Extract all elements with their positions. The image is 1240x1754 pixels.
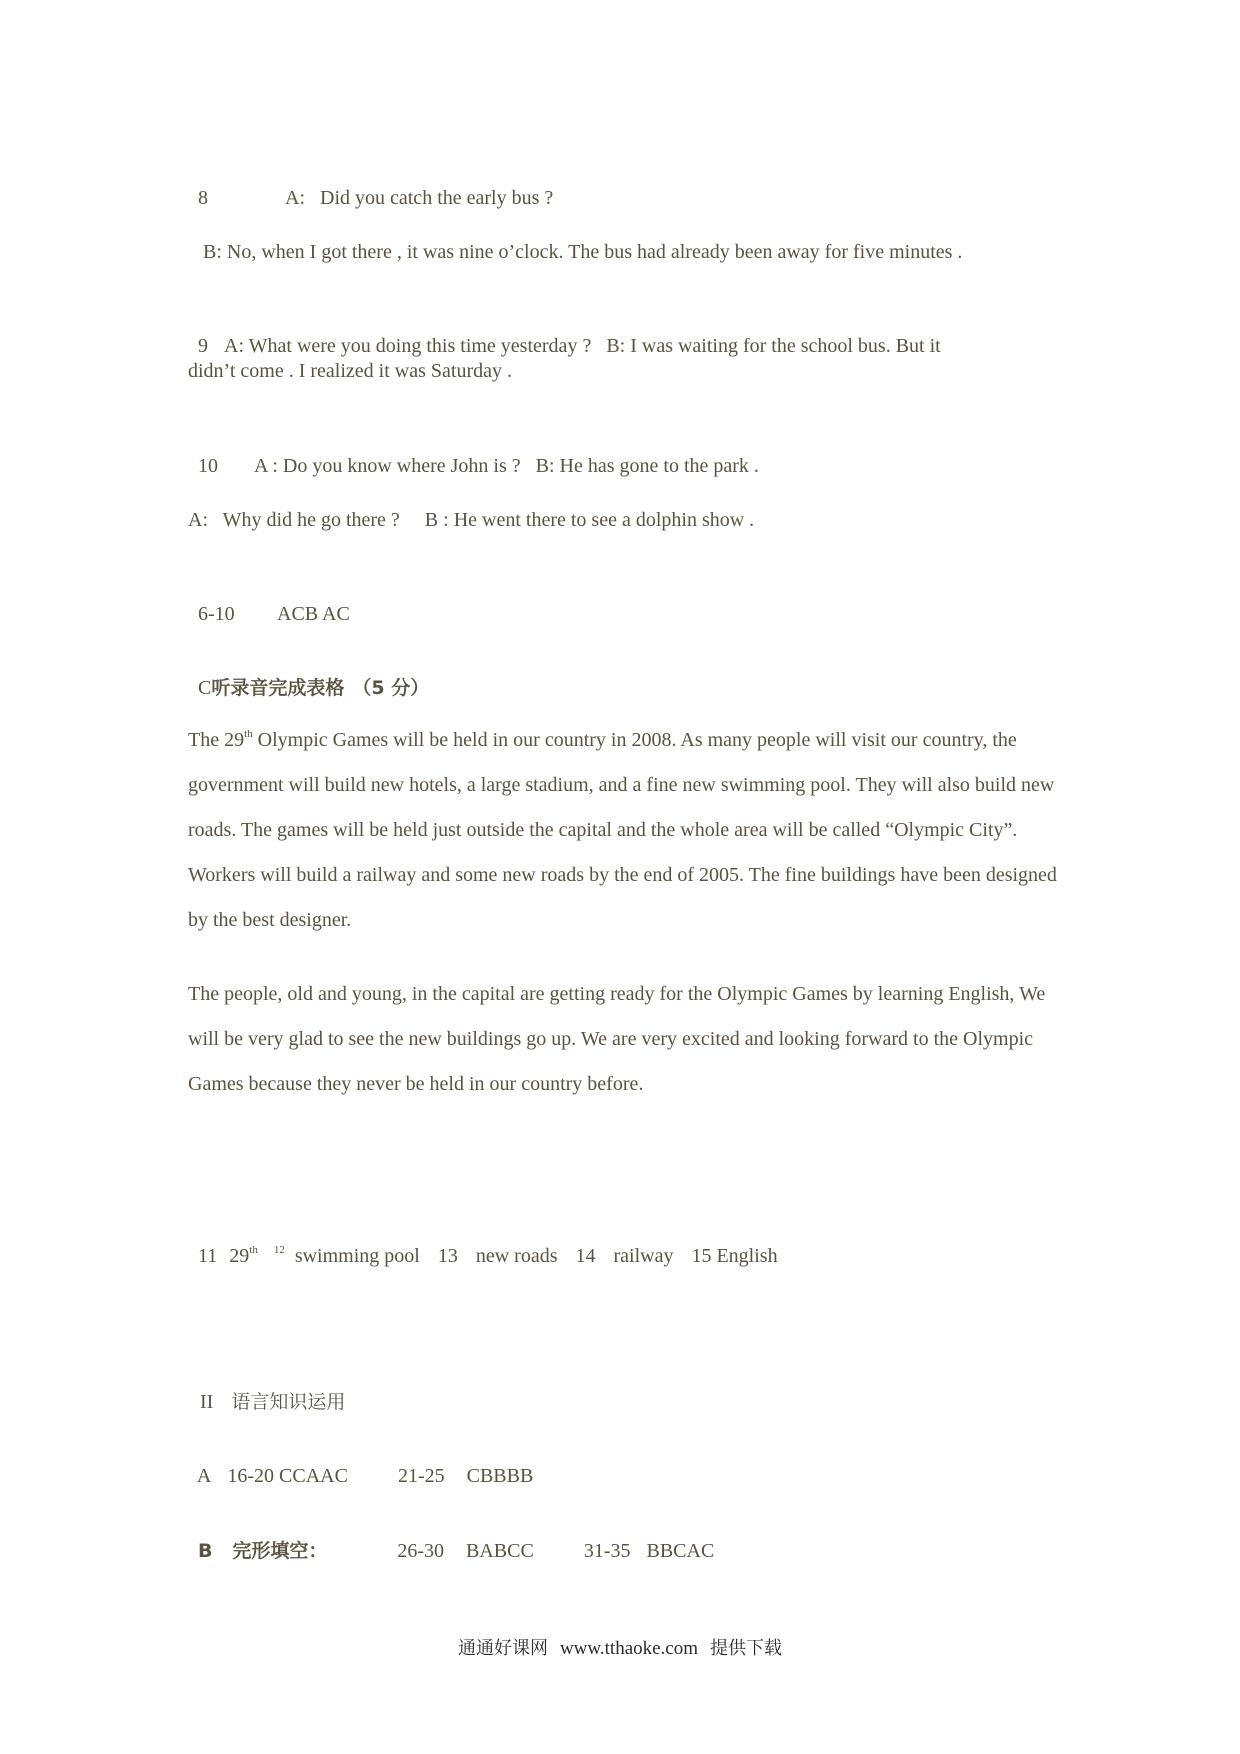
section-b-group-1-range: 26-30 [397, 1540, 444, 1562]
para2-text: The people, old and young, in the capital are getting ready for the Olympic Games by learning English, We will be very glad to see the new buildings go up. We are very excited and looking forward to the Olympic Games because they never be held in our country before. [188, 983, 1046, 1095]
section-ii-numeral: II [200, 1391, 214, 1413]
section-a-answers [188, 1446, 533, 1486]
answers-6-10-range: 6-10 [198, 603, 235, 625]
answer-11-superscript: th [249, 1244, 258, 1256]
section-c-paragraph-2 [188, 972, 1068, 1107]
answer-12-number: 12 [273, 1244, 285, 1256]
answer-11: 29 [229, 1245, 250, 1267]
footer-url[interactable]: www.tthaoke.com [559, 1638, 699, 1659]
section-b-label: B 完形填空： [198, 1540, 328, 1562]
answers-6-10 [188, 584, 350, 625]
q8-line [188, 168, 554, 209]
q8-answer: B: No, when I got there , it was nine o’clock. The bus had already been away for five minutes . [203, 241, 963, 263]
para1-rest: Olympic Games will be held in our country in 2008. As many people will visit our country, the government will build new hotels, a large stadium, and a fine new swimming pool. They will also build new roads. The games will be held just outside the capital and the whole area will be called “Olympic City”. Workers will build a railway and some new roads by the end of 2005. The fine buildings have been designed by the best designer. [188, 729, 1057, 931]
section-b-answers [188, 1521, 714, 1561]
section-c-answers [188, 1226, 778, 1266]
answer-13-number: 13 [437, 1245, 458, 1267]
q9-number: 9 [198, 335, 208, 357]
section-b-group-2-answers: BBCAC [646, 1540, 715, 1562]
q9-line-2: didn’t come . I realized it was Saturday . [188, 360, 512, 382]
q10-number: 10 [198, 455, 218, 477]
section-c-title: 听录音完成表格 [211, 677, 345, 699]
q9-text: A: What were you doing this time yesterday ? B: I was waiting for the school bus. But it [224, 335, 941, 357]
q8-question: A: Did you catch the early bus ? [285, 187, 554, 209]
page-footer [0, 1634, 1240, 1660]
footer-suffix: 提供下载 [710, 1638, 783, 1659]
q10-line [188, 436, 759, 477]
section-ii-title: 语言知识运用 [231, 1391, 346, 1413]
section-b-group-2-range: 31-35 [583, 1540, 631, 1562]
para1-superscript: th [244, 728, 253, 740]
para1-start: The 29 [188, 729, 245, 751]
section-c-points: （5 分） [352, 677, 430, 699]
answer-14: railway [613, 1245, 674, 1267]
section-c-heading [188, 658, 429, 698]
q10-text: A : Do you know where John is ? B: He has gone to the park . [254, 455, 759, 477]
answer-15: 15 English [691, 1245, 778, 1267]
section-a-group-1: 16-20 CCAAC [227, 1465, 348, 1487]
section-a-group-2-range: 21-25 [397, 1465, 445, 1487]
answer-14-number: 14 [575, 1245, 596, 1267]
answer-13: new roads [475, 1245, 558, 1267]
footer-brand: 通通好课网 [457, 1638, 548, 1659]
section-a-letter: A [196, 1465, 212, 1487]
answers-6-10-values: ACB AC [277, 603, 350, 625]
section-ii-heading [188, 1372, 345, 1412]
answer-11-number: 11 [198, 1245, 218, 1267]
answer-12: swimming pool [294, 1245, 420, 1267]
section-b-group-1-answers: BABCC [466, 1540, 534, 1562]
section-c-letter: C [198, 677, 212, 699]
section-c-paragraph-1 [188, 718, 1068, 943]
q9-line-1 [188, 316, 941, 356]
section-a-group-2-answers: CBBBB [466, 1465, 534, 1487]
q10-followup: A: Why did he go there ? B : He went there to see a dolphin show . [188, 509, 755, 531]
q8-number: 8 [198, 187, 208, 209]
